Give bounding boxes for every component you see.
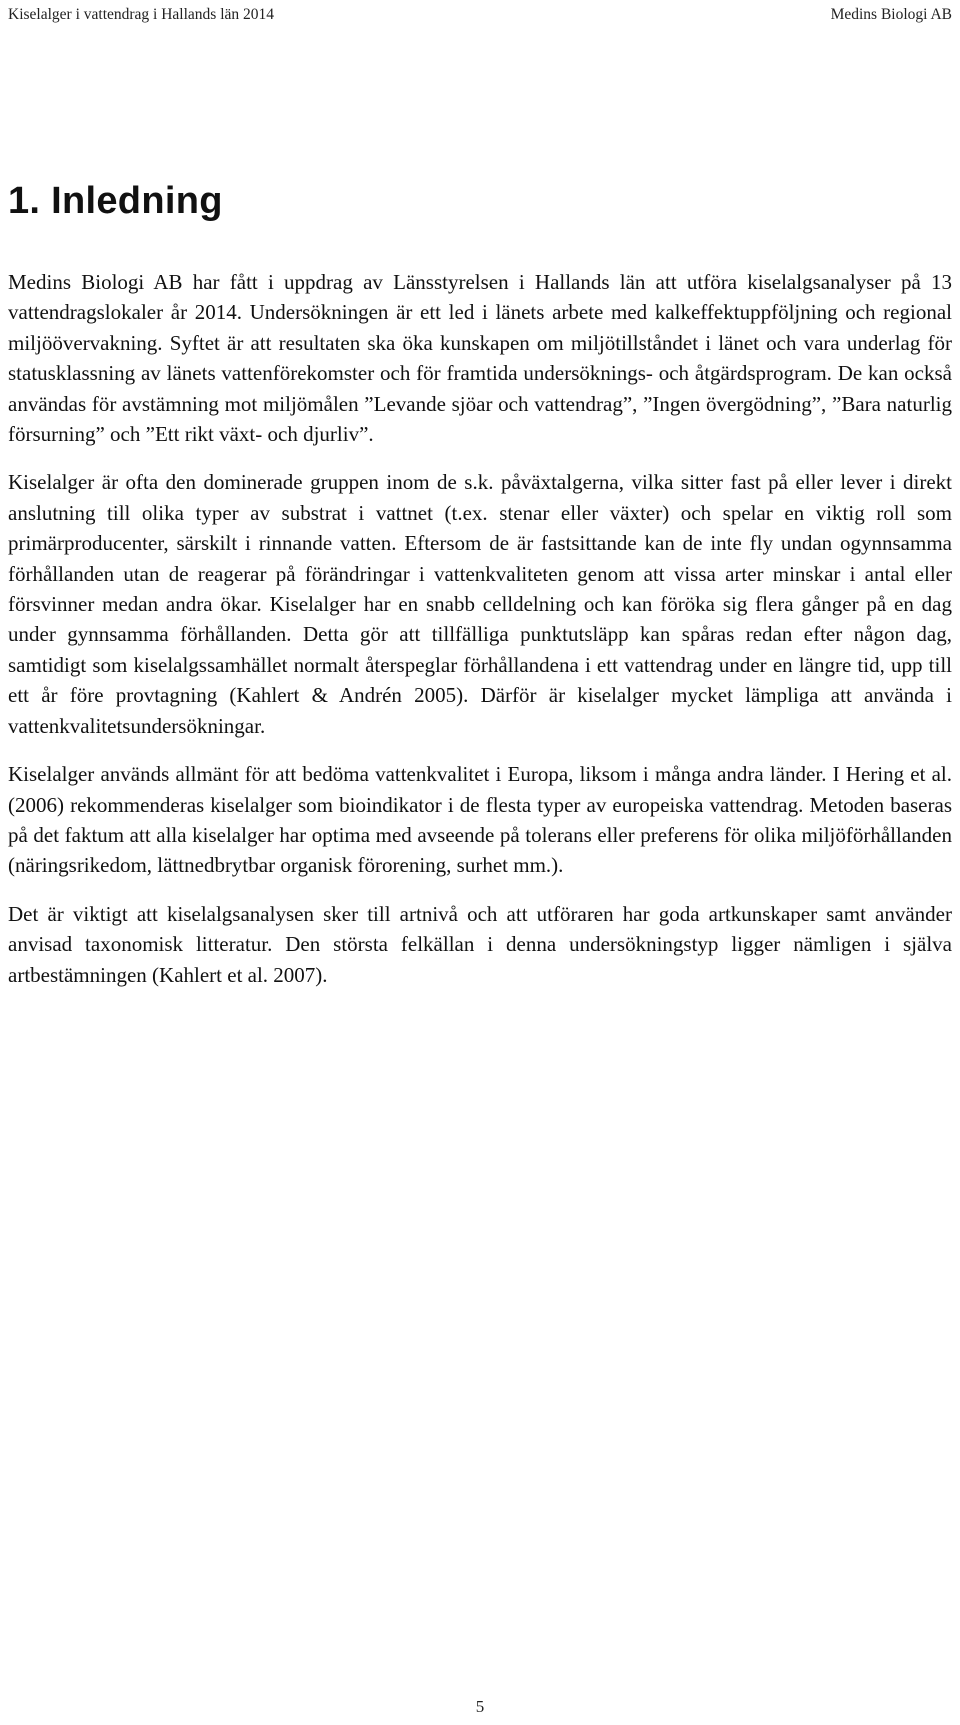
header-document-title: Kiselalger i vattendrag i Hallands län 2014 (8, 6, 275, 23)
body-text (8, 267, 952, 1008)
page-number: 5 (475, 1697, 485, 1716)
page-header (0, 6, 960, 30)
paragraph-europe: Kiselalger används allmänt för att bedöma vattenkvalitet i Europa, liksom i många andra länder. I Hering et al. (2006) rekommenderas kiselalger som bioindikator i de flesta typer av europeiska vattendrag. Metoden baseras på det faktum att alla kiselalger har optima med avseende på tolerans eller preferens för olika miljöförhållanden (näringsrikedom, lättnedbrytbar organisk förorening, surhet mm.). (8, 762, 952, 878)
paragraph-taxonomy: Det är viktigt att kiselalgsanalysen sker till artnivå och att utföraren har goda artkunskaper samt använder anvisad taxonomisk litteratur. Den största felkällan i denna undersökningstyp ligger nämligen i själva artbestämningen (Kahlert et al. 2007). (8, 901, 952, 987)
paragraph-intro: Medins Biologi AB har fått i uppdrag av Länsstyrelsen i Hallands län att utföra kiselalgsanalyser på 13 vattendragslokaler år 2014. Undersökningen är ett led i länets arbete med kalkeffektuppföljning och regional miljöövervakning. Syftet är att resultaten ska öka kunskapen om miljötillståndet i länet och vara underlag för statusklassning av länets vattenförekomster och för framtida undersöknings- och åtgärdsprogram. De kan också användas för avstämning mot miljömålen ”Levande sjöar och vattendrag”, ”Ingen övergödning”, ”Bara naturlig försurning” och ”Ett rikt växt- och djurliv”. (8, 270, 952, 447)
header-author: Medins Biologi AB (830, 6, 952, 23)
section-heading: 1. Inledning (8, 180, 223, 222)
paragraph-diatoms: Kiselalger är ofta den dominerade gruppen inom de s.k. påväxtalgerna, vilka sitter fast på eller lever i direkt anslutning till olika typer av substrat i vattnet (t.ex. stenar eller växter) och spelar en viktig roll som primärproducenter, särskilt i rinnande vatten. Eftersom de är fastsittande kan de inte fly undan ogynnsamma förhållanden utan de reagerar på förändringar i vattenkvaliteten genom att vissa arter minskar i antal eller försvinner medan andra ökar. Kiselalger har en snabb celldelning och kan föröka sig flera gånger på en dag under gynnsamma förhållanden. Detta gör att tillfälliga punktutsläpp kan spåras redan efter någon dag, samtidigt som kiselalgssamhället normalt återspeglar förhållandena i ett vattendrag under en längre tid, upp till ett år före provtagning (Kahlert & Andrén 2005). Därför är kiselalger mycket lämpliga att använda i vattenkvalitetsundersökningar. (8, 470, 952, 738)
